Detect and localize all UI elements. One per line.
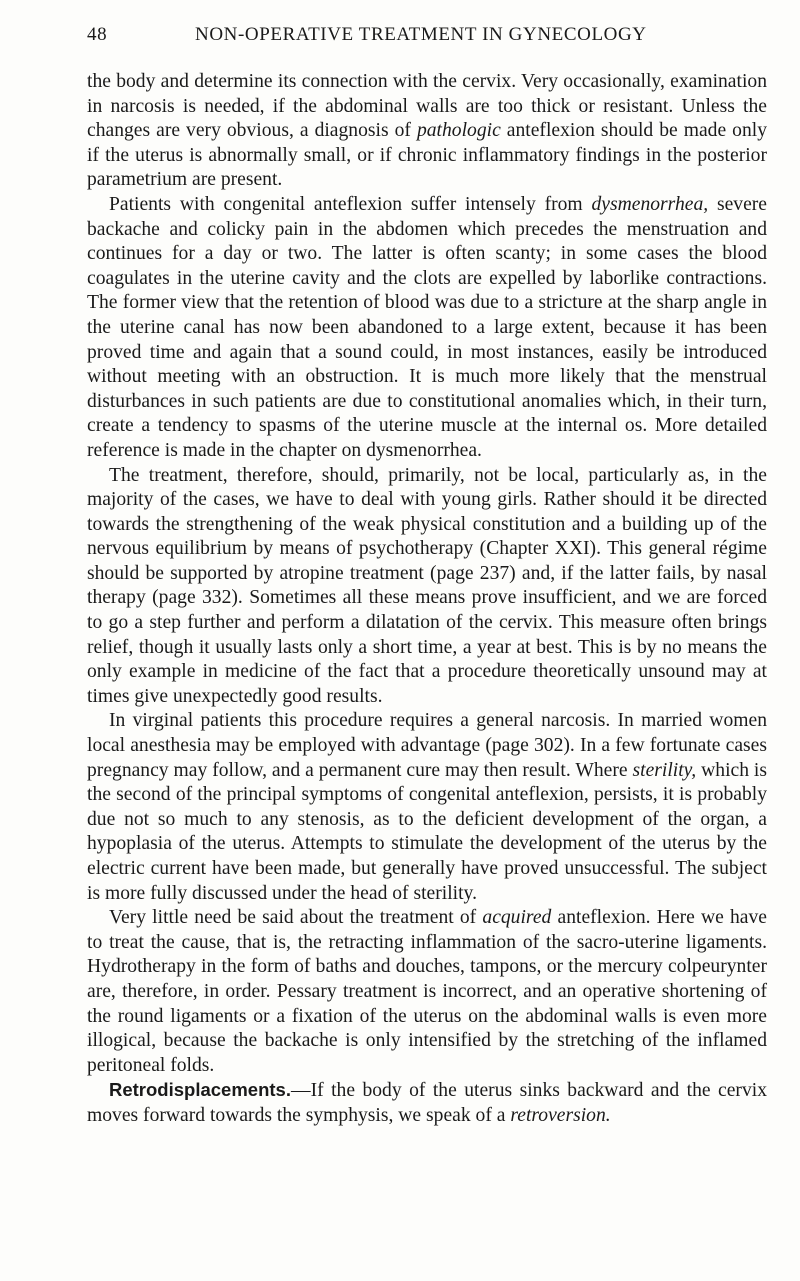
paragraph (87, 906, 767, 1078)
paragraph (87, 70, 767, 193)
text-run: —If the body of the uterus sinks backward and the cervix moves forward towards the symphysis, we speak of a (87, 1080, 767, 1126)
running-head: NON-OPERATIVE TREATMENT IN GYNECOLOGY (195, 24, 647, 45)
emphasis-text: pathologic (416, 120, 501, 142)
page-number: 48 (87, 24, 108, 45)
emphasis-text: dysmenorrhea, (591, 193, 709, 215)
text-run: which is the second of the principal symptoms of congenital anteflexion, persists, it is probably due not so much to any stenosis, as to the deficient development of the organ, a hypoplasia of the uterus. Attempts to stimulate the development of the uterus by the electric current have been made, but generally have proved unsuccessful. The subject is more fully discussed under the head of sterility. (87, 759, 767, 904)
paragraph (87, 193, 767, 464)
emphasis-text: acquired (482, 907, 552, 929)
text-run: The treatment, therefore, should, primarily, not be local, particularly as, in the majority of the cases, we have to deal with young girls. Rather should it be directed towards the strengthening of the weak physical constitution and a building up of the nervous equilibrium by means of psychotherapy (Chapter XXI). This general régime should be supported by atropine treatment (page 237) and, if the latter fails, by nasal therapy (page 332). Sometimes all these means prove insufficient, and we are forced to go a step further and perform a dilatation of the cervix. This measure often brings relief, though it usually lasts only a short time, a year at best. This is by no means the only example in medicine of the fact that a procedure theoretically unsound may at times give unexpectedly good results. (87, 464, 767, 707)
page-header (87, 24, 735, 52)
paragraph (87, 1078, 767, 1128)
text-run: the body and determine its connection with the cervix. Very occasionally, examination in narcosis is needed, if the abdominal walls are too thick or resistant. Unless the changes are very obvious, a diagnosis of (87, 71, 767, 142)
emphasis-text: retroversion. (510, 1104, 611, 1126)
text-run: anteflexion. Here we have to treat the cause, that is, the retracting inflammation of the sacro-uterine ligaments. Hydrotherapy in the form of baths and douches, tampons, or the mercury colpeurynter are, therefore, in order. Pessary treatment is incorrect, and an operative shortening of the round ligaments or a fixation of the uterus on the abdominal walls is even more illogical, because the backache is only intensified by the stretching of the inflamed peritoneal folds. (87, 907, 767, 1076)
body-text (87, 70, 767, 1129)
text-run: Patients with congenital anteflexion suffer intensely from (109, 193, 592, 215)
paragraph (87, 709, 767, 906)
text-run: anteflexion should be made only if the uterus is abnormally small, or if chronic inflammatory findings in the posterior parametrium are present. (87, 120, 767, 191)
text-run: severe backache and colicky pain in the abdomen which precedes the menstruation and continues for a day or two. The latter is often scanty; in some cases the blood coagulates in the uterine cavity and the clots are expelled by laborlike contractions. The former view that the retention of blood was due to a stricture at the sharp angle in the uterine canal has now been abandoned to a large extent, because it has been proved time and again that a sound could, in most instances, easily be introduced without meeting with an obstruction. It is much more likely that the menstrual disturbances in such patients are due to constitutional anomalies which, in their turn, create a tendency to spasms of the uterine muscle at the internal os. More detailed reference is made in the chapter on dysmenorrhea. (87, 193, 768, 461)
text-run: Very little need be said about the treatment of (109, 907, 483, 929)
emphasis-text: sterility, (632, 759, 697, 781)
text-run: In virginal patients this procedure requires a general narcosis. In married women local anesthesia may be employed with advantage (page 302). In a few fortunate cases pregnancy may follow, and a permanent cure may then result. Where (87, 710, 767, 781)
paragraph (87, 464, 767, 710)
section-heading: Retrodisplacements. (109, 1079, 291, 1101)
